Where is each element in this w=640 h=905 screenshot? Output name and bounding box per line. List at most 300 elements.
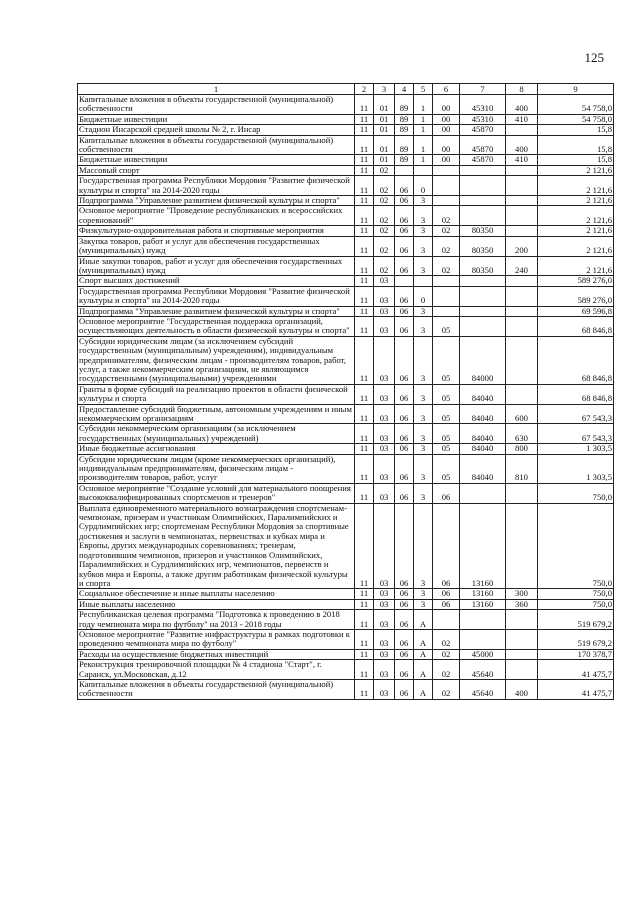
cell-direction: 84040 — [460, 404, 506, 424]
table-row — [78, 384, 614, 404]
table-row — [78, 444, 614, 454]
cell-amount: 15,8 — [538, 135, 614, 155]
cell-section: 11 — [355, 236, 374, 256]
cell-direction — [460, 206, 506, 226]
cell-section: 11 — [355, 276, 374, 286]
cell-activity — [433, 165, 460, 175]
cell-amount: 750,0 — [538, 483, 614, 503]
cell-expense-type — [506, 306, 538, 316]
cell-section: 11 — [355, 286, 374, 306]
cell-subprogram: 1 — [414, 95, 433, 115]
cell-program: 89 — [395, 114, 414, 124]
cell-subsection: 02 — [374, 196, 395, 206]
table-row — [78, 196, 614, 206]
cell-name: Подпрограмма "Управление развитием физической культуры и спорта" — [78, 306, 355, 316]
cell-amount: 750,0 — [538, 503, 614, 589]
cell-name: Бюджетные инвестиции — [78, 114, 355, 124]
table-row — [78, 424, 614, 444]
cell-expense-type: 600 — [506, 404, 538, 424]
cell-amount: 54 758,0 — [538, 114, 614, 124]
cell-direction: 84000 — [460, 336, 506, 384]
cell-subprogram: 3 — [414, 503, 433, 589]
cell-section: 11 — [355, 125, 374, 135]
cell-program: 06 — [395, 286, 414, 306]
cell-subsection: 02 — [374, 176, 395, 196]
cell-activity: 05 — [433, 336, 460, 384]
table-body — [78, 95, 614, 700]
cell-direction — [460, 276, 506, 286]
cell-subprogram: 1 — [414, 135, 433, 155]
cell-subsection: 02 — [374, 206, 395, 226]
cell-subprogram: 3 — [414, 424, 433, 444]
cell-subsection: 03 — [374, 444, 395, 454]
cell-direction: 84040 — [460, 384, 506, 404]
cell-name: Социальное обеспечение и иные выплаты населению — [78, 589, 355, 599]
col-header-subsection: 3 — [374, 84, 395, 95]
cell-subsection: 03 — [374, 610, 395, 630]
cell-direction: 84040 — [460, 424, 506, 444]
table-row — [78, 95, 614, 115]
cell-activity: 06 — [433, 589, 460, 599]
cell-activity: 02 — [433, 236, 460, 256]
cell-section: 11 — [355, 226, 374, 236]
col-header-section: 2 — [355, 84, 374, 95]
cell-direction: 84040 — [460, 454, 506, 483]
cell-expense-type — [506, 286, 538, 306]
cell-amount: 589 276,0 — [538, 286, 614, 306]
cell-program: 06 — [395, 679, 414, 699]
cell-activity: 02 — [433, 629, 460, 649]
cell-subprogram: 3 — [414, 336, 433, 384]
cell-expense-type — [506, 660, 538, 680]
cell-expense-type: 400 — [506, 679, 538, 699]
cell-section: 11 — [355, 114, 374, 124]
cell-activity: 02 — [433, 256, 460, 276]
cell-subsection: 03 — [374, 660, 395, 680]
cell-subsection: 03 — [374, 454, 395, 483]
cell-section: 11 — [355, 256, 374, 276]
cell-program: 06 — [395, 589, 414, 599]
table-row — [78, 454, 614, 483]
cell-activity: 05 — [433, 404, 460, 424]
cell-amount: 54 758,0 — [538, 95, 614, 115]
cell-section: 11 — [355, 404, 374, 424]
cell-direction: 13160 — [460, 599, 506, 609]
cell-subprogram: А — [414, 610, 433, 630]
cell-subsection: 03 — [374, 503, 395, 589]
cell-name: Республиканская целевая программа "Подготовка к проведению в 2018 году чемпионата мира по футболу" на 2013 - 2018 годы — [78, 610, 355, 630]
cell-subsection: 03 — [374, 286, 395, 306]
cell-direction: 80350 — [460, 226, 506, 236]
cell-subsection: 01 — [374, 125, 395, 135]
cell-subprogram: 0 — [414, 176, 433, 196]
cell-section: 11 — [355, 155, 374, 165]
cell-activity: 00 — [433, 95, 460, 115]
cell-expense-type — [506, 165, 538, 175]
cell-name: Закупка товаров, работ и услуг для обеспечения государственных (муниципальных) нужд — [78, 236, 355, 256]
cell-name: Массовый спорт — [78, 165, 355, 175]
cell-subprogram: А — [414, 629, 433, 649]
cell-subprogram: А — [414, 679, 433, 699]
cell-section: 11 — [355, 483, 374, 503]
cell-amount: 2 121,6 — [538, 226, 614, 236]
cell-program: 06 — [395, 424, 414, 444]
cell-expense-type: 300 — [506, 589, 538, 599]
cell-name: Спорт высших достижений — [78, 276, 355, 286]
cell-activity — [433, 610, 460, 630]
cell-activity — [433, 276, 460, 286]
cell-direction: 45870 — [460, 125, 506, 135]
cell-activity — [433, 306, 460, 316]
page-number: 125 — [584, 50, 604, 65]
cell-name: Капитальные вложения в объекты государственной (муниципальной) собственности — [78, 135, 355, 155]
cell-section: 11 — [355, 660, 374, 680]
cell-direction: 80350 — [460, 256, 506, 276]
col-header-name: 1 — [78, 84, 355, 95]
cell-name: Подпрограмма "Управление развитием физической культуры и спорта" — [78, 196, 355, 206]
cell-program: 06 — [395, 336, 414, 384]
cell-subsection: 01 — [374, 155, 395, 165]
cell-direction: 45310 — [460, 114, 506, 124]
cell-subsection: 01 — [374, 114, 395, 124]
table-row — [78, 135, 614, 155]
cell-direction — [460, 306, 506, 316]
cell-subprogram: 3 — [414, 454, 433, 483]
cell-name: Иные бюджетные ассигнования — [78, 444, 355, 454]
cell-subsection: 03 — [374, 599, 395, 609]
table-row — [78, 206, 614, 226]
cell-direction: 13160 — [460, 503, 506, 589]
cell-activity: 02 — [433, 226, 460, 236]
cell-subprogram: 3 — [414, 196, 433, 206]
cell-section: 11 — [355, 165, 374, 175]
cell-section: 11 — [355, 454, 374, 483]
cell-subsection: 02 — [374, 165, 395, 175]
cell-subsection: 03 — [374, 404, 395, 424]
table-row — [78, 660, 614, 680]
cell-amount: 2 121,6 — [538, 236, 614, 256]
cell-direction: 84040 — [460, 444, 506, 454]
cell-amount: 41 475,7 — [538, 660, 614, 680]
cell-section: 11 — [355, 95, 374, 115]
table-row — [78, 155, 614, 165]
cell-program: 89 — [395, 135, 414, 155]
cell-amount: 69 596,8 — [538, 306, 614, 316]
cell-amount: 68 846,8 — [538, 336, 614, 384]
cell-name: Субсидии юридическим лицам (за исключением субсидий государственным (муниципальным) учреждениям), индивидуальным предпринимателям, физическим лицам - производителям товаров, работ, услуг, а также некоммерческим организациям, не являющимся государственными (муниципальными) учреждениями — [78, 336, 355, 384]
cell-name: Гранты в форме субсидий на реализацию проектов в области физической культуры и спорта — [78, 384, 355, 404]
table-row — [78, 286, 614, 306]
cell-name: Стадион Инсарской средней школы № 2, г. Инсар — [78, 125, 355, 135]
cell-subprogram: 3 — [414, 384, 433, 404]
cell-direction: 45310 — [460, 95, 506, 115]
cell-subprogram: 3 — [414, 306, 433, 316]
cell-expense-type — [506, 483, 538, 503]
cell-amount: 67 543,3 — [538, 404, 614, 424]
cell-amount: 1 303,5 — [538, 444, 614, 454]
cell-expense-type: 240 — [506, 256, 538, 276]
table-row — [78, 256, 614, 276]
cell-subprogram: 1 — [414, 114, 433, 124]
cell-activity: 02 — [433, 660, 460, 680]
cell-activity — [433, 196, 460, 206]
cell-subsection: 03 — [374, 336, 395, 384]
cell-expense-type — [506, 316, 538, 336]
cell-activity — [433, 176, 460, 196]
cell-program: 06 — [395, 316, 414, 336]
cell-section: 11 — [355, 649, 374, 659]
cell-name: Основное мероприятие "Создание условий для материального поощрения высококвалифицированных спортсменов и тренеров" — [78, 483, 355, 503]
cell-activity: 05 — [433, 316, 460, 336]
cell-expense-type — [506, 196, 538, 206]
cell-section: 11 — [355, 599, 374, 609]
cell-program: 06 — [395, 454, 414, 483]
cell-subsection: 03 — [374, 316, 395, 336]
cell-name: Бюджетные инвестиции — [78, 155, 355, 165]
cell-program: 06 — [395, 206, 414, 226]
cell-direction: 45870 — [460, 135, 506, 155]
cell-program: 06 — [395, 503, 414, 589]
cell-expense-type — [506, 629, 538, 649]
cell-section: 11 — [355, 424, 374, 444]
cell-direction — [460, 316, 506, 336]
cell-section: 11 — [355, 206, 374, 226]
table-row — [78, 306, 614, 316]
cell-subprogram: 3 — [414, 256, 433, 276]
cell-direction: 13160 — [460, 589, 506, 599]
header-row — [78, 84, 614, 95]
cell-name: Основное мероприятие "Государственная поддержка организаций, осуществляющих деятельность в области физической культуры и спорта" — [78, 316, 355, 336]
table-row — [78, 125, 614, 135]
cell-program: 89 — [395, 155, 414, 165]
cell-subsection: 01 — [374, 135, 395, 155]
table-row — [78, 589, 614, 599]
cell-amount: 750,0 — [538, 589, 614, 599]
cell-subsection: 03 — [374, 306, 395, 316]
cell-expense-type — [506, 503, 538, 589]
col-header-program: 4 — [395, 84, 414, 95]
cell-subprogram: 3 — [414, 589, 433, 599]
cell-expense-type: 800 — [506, 444, 538, 454]
table-row — [78, 226, 614, 236]
cell-section: 11 — [355, 589, 374, 599]
col-header-direction: 7 — [460, 84, 506, 95]
cell-amount: 589 276,0 — [538, 276, 614, 286]
cell-subsection: 02 — [374, 236, 395, 256]
cell-activity: 02 — [433, 649, 460, 659]
col-header-expense-type: 8 — [506, 84, 538, 95]
cell-amount: 2 121,6 — [538, 206, 614, 226]
cell-expense-type: 400 — [506, 95, 538, 115]
cell-subprogram: А — [414, 649, 433, 659]
cell-amount: 41 475,7 — [538, 679, 614, 699]
cell-activity: 05 — [433, 444, 460, 454]
cell-subprogram: 3 — [414, 444, 433, 454]
cell-program: 06 — [395, 444, 414, 454]
cell-amount: 15,8 — [538, 155, 614, 165]
cell-direction: 45640 — [460, 660, 506, 680]
cell-expense-type — [506, 276, 538, 286]
cell-subsection: 03 — [374, 649, 395, 659]
cell-amount: 2 121,6 — [538, 176, 614, 196]
cell-direction — [460, 196, 506, 206]
cell-amount: 519 679,2 — [538, 610, 614, 630]
cell-name: Реконструкция тренировочной площадки № 4 стадиона "Старт", г. Саранск, ул.Московская, д.12 — [78, 660, 355, 680]
table-row — [78, 276, 614, 286]
cell-expense-type: 630 — [506, 424, 538, 444]
cell-subprogram: 3 — [414, 316, 433, 336]
cell-subprogram — [414, 165, 433, 175]
cell-name: Иные закупки товаров, работ и услуг для обеспечения государственных (муниципальных) нужд — [78, 256, 355, 276]
cell-section: 11 — [355, 176, 374, 196]
cell-activity: 05 — [433, 454, 460, 483]
cell-program: 06 — [395, 649, 414, 659]
cell-amount: 68 846,8 — [538, 316, 614, 336]
cell-subsection: 03 — [374, 483, 395, 503]
cell-program: 06 — [395, 629, 414, 649]
cell-section: 11 — [355, 679, 374, 699]
cell-program: 06 — [395, 236, 414, 256]
cell-section: 11 — [355, 610, 374, 630]
cell-direction — [460, 286, 506, 306]
cell-expense-type — [506, 649, 538, 659]
cell-expense-type — [506, 610, 538, 630]
cell-activity: 05 — [433, 424, 460, 444]
cell-amount: 519 679,2 — [538, 629, 614, 649]
cell-name: Субсидии юридическим лицам (кроме некоммерческих организаций), индивидуальным предпринимателям, физическим лицам - производителям товаров, работ, услуг — [78, 454, 355, 483]
cell-expense-type: 810 — [506, 454, 538, 483]
cell-subsection: 03 — [374, 276, 395, 286]
cell-expense-type: 200 — [506, 236, 538, 256]
col-header-amount: 9 — [538, 84, 614, 95]
cell-subprogram: 0 — [414, 286, 433, 306]
cell-expense-type — [506, 176, 538, 196]
cell-expense-type: 410 — [506, 114, 538, 124]
cell-direction — [460, 165, 506, 175]
cell-program: 06 — [395, 226, 414, 236]
cell-expense-type: 410 — [506, 155, 538, 165]
cell-program: 06 — [395, 599, 414, 609]
cell-activity: 06 — [433, 599, 460, 609]
cell-name: Предоставление субсидий бюджетным, автономным учреждениям и иным некоммерческим организациям — [78, 404, 355, 424]
cell-amount: 2 121,6 — [538, 196, 614, 206]
cell-name: Основное мероприятие "Проведение республиканских и всероссийских соревнований" — [78, 206, 355, 226]
table-row — [78, 649, 614, 659]
cell-amount: 15,8 — [538, 125, 614, 135]
cell-subsection: 01 — [374, 95, 395, 115]
cell-expense-type: 360 — [506, 599, 538, 609]
table-row — [78, 316, 614, 336]
cell-activity: 00 — [433, 125, 460, 135]
cell-name: Капитальные вложения в объекты государственной (муниципальной) собственности — [78, 679, 355, 699]
cell-name: Выплата единовременного материального вознаграждения спортсменам-чемпионам, призерам и участникам Олимпийских, Паралимпийских и Сурдлимпийских игр; спортсменам Республики Мордовия за спортивные достижения и заслуги в чемпионатах, первенствах и кубках мира и Европы, других международных соревнованиях; тренерам, подготовившим чемпионов, призеров и участников Олимпийских, Паралимпийских и Сурдлимпийских игр, чемпионатов, первенств и кубков мира и Европы, а также другим работникам физической культуры и спорта — [78, 503, 355, 589]
cell-name: Иные выплаты населению — [78, 599, 355, 609]
cell-amount: 750,0 — [538, 599, 614, 609]
cell-subsection: 02 — [374, 226, 395, 236]
cell-subsection: 03 — [374, 679, 395, 699]
cell-subprogram — [414, 276, 433, 286]
cell-name: Государственная программа Республики Мордовия "Развитие физической культуры и спорта" на 2014-2020 годы — [78, 286, 355, 306]
cell-name: Капитальные вложения в объекты государственной (муниципальной) собственности — [78, 95, 355, 115]
cell-name: Физкультурно-оздоровительная работа и спортивные мероприятия — [78, 226, 355, 236]
cell-subsection: 03 — [374, 424, 395, 444]
cell-activity: 06 — [433, 483, 460, 503]
cell-amount: 2 121,6 — [538, 256, 614, 276]
cell-name: Субсидии некоммерческим организациям (за исключением государственных (муниципальных) учреждений) — [78, 424, 355, 444]
cell-direction: 45870 — [460, 155, 506, 165]
cell-direction — [460, 483, 506, 503]
cell-program: 06 — [395, 256, 414, 276]
cell-subsection: 03 — [374, 384, 395, 404]
cell-program: 06 — [395, 404, 414, 424]
cell-subprogram: 1 — [414, 125, 433, 135]
cell-program: 06 — [395, 384, 414, 404]
cell-program: 89 — [395, 95, 414, 115]
table-row — [78, 404, 614, 424]
cell-program: 06 — [395, 196, 414, 206]
col-header-activity: 6 — [433, 84, 460, 95]
cell-expense-type — [506, 206, 538, 226]
cell-section: 11 — [355, 336, 374, 384]
cell-expense-type — [506, 336, 538, 384]
cell-program: 89 — [395, 125, 414, 135]
cell-direction — [460, 610, 506, 630]
cell-direction — [460, 176, 506, 196]
cell-section: 11 — [355, 135, 374, 155]
cell-section: 11 — [355, 384, 374, 404]
cell-activity: 02 — [433, 206, 460, 226]
cell-amount: 170 378,7 — [538, 649, 614, 659]
budget-table — [77, 83, 614, 700]
cell-subprogram: 3 — [414, 404, 433, 424]
cell-subprogram: 1 — [414, 155, 433, 165]
table-row — [78, 165, 614, 175]
cell-activity: 05 — [433, 384, 460, 404]
cell-program — [395, 276, 414, 286]
table-row — [78, 679, 614, 699]
cell-program: 06 — [395, 610, 414, 630]
cell-section: 11 — [355, 306, 374, 316]
cell-direction: 45640 — [460, 679, 506, 699]
table-row — [78, 336, 614, 384]
cell-activity: 00 — [433, 114, 460, 124]
cell-subsection: 03 — [374, 629, 395, 649]
cell-amount: 1 303,5 — [538, 454, 614, 483]
cell-expense-type: 400 — [506, 135, 538, 155]
cell-section: 11 — [355, 444, 374, 454]
cell-expense-type — [506, 125, 538, 135]
cell-amount: 67 543,3 — [538, 424, 614, 444]
table-row — [78, 610, 614, 630]
cell-section: 11 — [355, 629, 374, 649]
cell-subprogram: 3 — [414, 236, 433, 256]
cell-activity: 02 — [433, 679, 460, 699]
cell-section: 11 — [355, 316, 374, 336]
cell-amount: 68 846,8 — [538, 384, 614, 404]
table-row — [78, 629, 614, 649]
col-header-subprogram: 5 — [414, 84, 433, 95]
table-row — [78, 236, 614, 256]
cell-program: 06 — [395, 176, 414, 196]
cell-activity — [433, 286, 460, 306]
cell-expense-type — [506, 226, 538, 236]
cell-program — [395, 165, 414, 175]
table-row — [78, 599, 614, 609]
table-row — [78, 114, 614, 124]
cell-direction: 80350 — [460, 236, 506, 256]
cell-subsection: 02 — [374, 256, 395, 276]
cell-direction — [460, 629, 506, 649]
